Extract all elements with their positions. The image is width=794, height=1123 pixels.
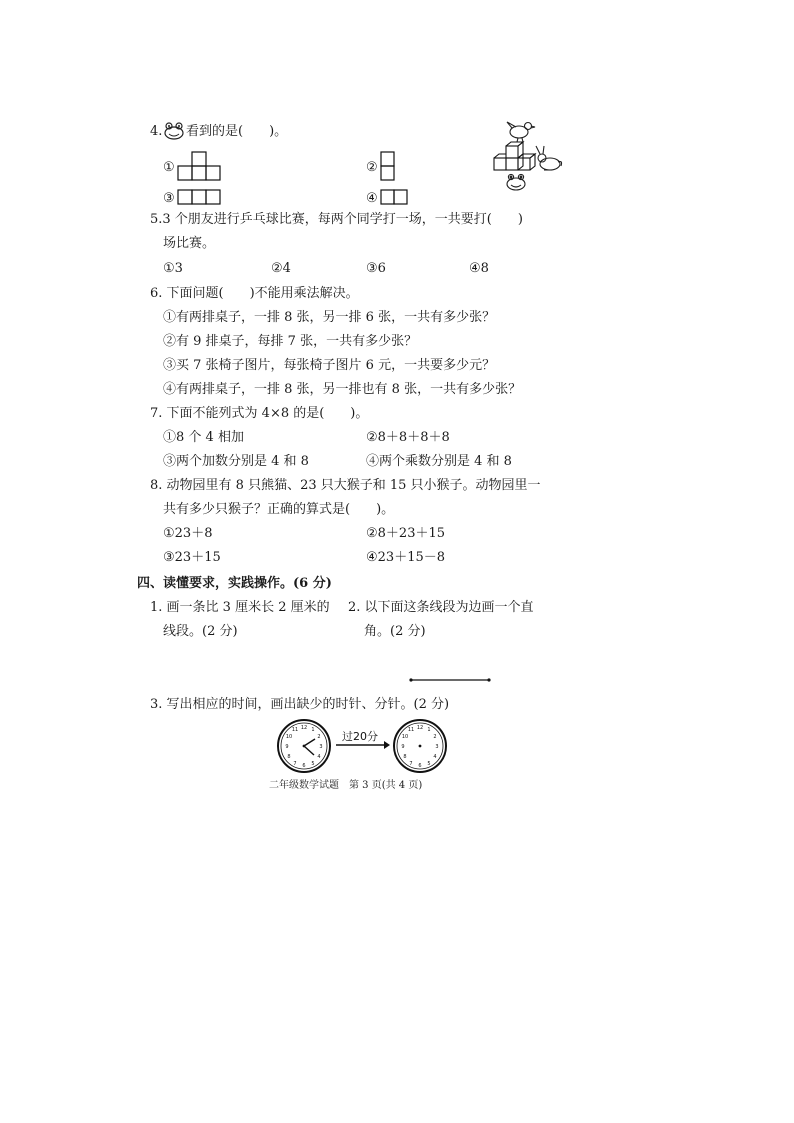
q5-option-2: ②4 [271, 261, 291, 276]
bird-icon [507, 122, 535, 142]
arrow-label: 过20分 [342, 730, 378, 743]
s4-part-1-line-2: 线段。(2 分) [163, 624, 238, 639]
q5-option-1: ①3 [163, 261, 183, 276]
svg-text:10: 10 [401, 734, 409, 740]
svg-text:2: 2 [317, 734, 321, 740]
section-4-title: 四、读懂要求，实践操作。(6 分) [137, 576, 332, 591]
q4-option-1-label: ① [163, 160, 175, 175]
svg-text:5: 5 [311, 761, 315, 767]
cube-stack-scene [492, 118, 566, 194]
q6-option-1: ①有两排桌子，一排 8 张，另一排 6 张，一共有多少张？ [163, 310, 496, 325]
q5-line-2: 场比赛。 [163, 236, 216, 251]
q7-option-2: ②8＋8＋8＋8 [366, 430, 450, 445]
svg-text:11: 11 [291, 727, 299, 733]
q7-option-1: ①8 个 4 相加 [163, 430, 244, 445]
clock-diagram [276, 718, 452, 776]
svg-text:4: 4 [433, 754, 437, 760]
q4-option-2-figure [380, 151, 396, 182]
svg-text:4: 4 [317, 754, 321, 760]
svg-text:5: 5 [427, 761, 431, 767]
clock-after [394, 720, 446, 772]
q4-option-3-figure [177, 189, 223, 206]
svg-text:1: 1 [427, 727, 431, 733]
page-footer: 二年级数学试题 第 3 页(共 4 页) [269, 780, 423, 791]
q6-option-4: ④有两排桌子，一排 8 张，另一排也有 8 张，一共有多少张？ [163, 382, 522, 397]
q4-option-3-label: ③ [163, 191, 175, 206]
svg-text:11: 11 [407, 727, 415, 733]
s4-part-1-line-1: 1. 画一条比 3 厘米长 2 厘米的 [150, 600, 330, 615]
q8-option-3: ③23＋15 [163, 550, 221, 565]
q6-stem: 6. 下面问题( )不能用乘法解决。 [150, 286, 359, 301]
svg-text:3: 3 [319, 744, 323, 750]
frog-small-icon [507, 174, 525, 190]
q6-option-2: ②有 9 排桌子，每排 7 张，一共有多少张？ [163, 334, 418, 349]
svg-text:9: 9 [285, 744, 289, 750]
q8-line-2: 共有多少只猴子？正确的算式是( )。 [163, 502, 395, 517]
svg-text:8: 8 [287, 754, 291, 760]
svg-text:10: 10 [285, 734, 293, 740]
clock-before [278, 720, 330, 772]
s4-part-2-line-1: 2. 以下面这条线段为边画一个直 [348, 600, 534, 615]
svg-text:12: 12 [416, 725, 424, 731]
svg-text:9: 9 [401, 744, 405, 750]
q5-option-4: ④8 [469, 261, 489, 276]
q4-option-4-label: ④ [366, 191, 378, 206]
svg-text:8: 8 [403, 754, 407, 760]
svg-text:1: 1 [311, 727, 315, 733]
q4-option-4-figure [380, 189, 410, 206]
q8-line-1: 8. 动物园里有 8 只熊猫、23 只大猴子和 15 只小猴子。动物园里一 [150, 478, 541, 493]
svg-text:2: 2 [433, 734, 437, 740]
q8-option-1: ①23＋8 [163, 526, 213, 541]
svg-text:6: 6 [418, 763, 422, 769]
svg-text:7: 7 [409, 761, 413, 767]
svg-text:7: 7 [293, 761, 297, 767]
s4-part-2-line-2: 角。(2 分) [364, 624, 426, 639]
given-line-segment [408, 675, 492, 685]
q4-stem: 看到的是( )。 [186, 124, 288, 139]
q8-option-4: ④23＋15－8 [366, 550, 446, 565]
q6-option-3: ③买 7 张椅子图片，每张椅子图片 6 元，一共要多少元？ [163, 358, 496, 373]
q7-stem: 7. 下面不能列式为 4×8 的是( )。 [150, 406, 369, 421]
svg-text:12: 12 [300, 725, 308, 731]
q7-option-3: ③两个加数分别是 4 和 8 [163, 454, 309, 469]
q4-option-1-figure [177, 151, 223, 182]
q4-option-2-label: ② [366, 160, 378, 175]
q5-option-3: ③6 [366, 261, 386, 276]
q5-line-1: 5.3 个朋友进行乒乓球比赛，每两个同学打一场，一共要打( ) [150, 212, 523, 227]
s4-part-3: 3. 写出相应的时间，画出缺少的时针、分针。(2 分) [150, 697, 450, 712]
q8-option-2: ②8＋23＋15 [366, 526, 446, 541]
svg-text:6: 6 [302, 763, 306, 769]
q7-option-4: ④两个乘数分别是 4 和 8 [366, 454, 512, 469]
rabbit-icon [536, 146, 562, 170]
frog-icon [163, 121, 185, 141]
q4-number: 4. [150, 124, 163, 139]
svg-text:3: 3 [435, 744, 439, 750]
